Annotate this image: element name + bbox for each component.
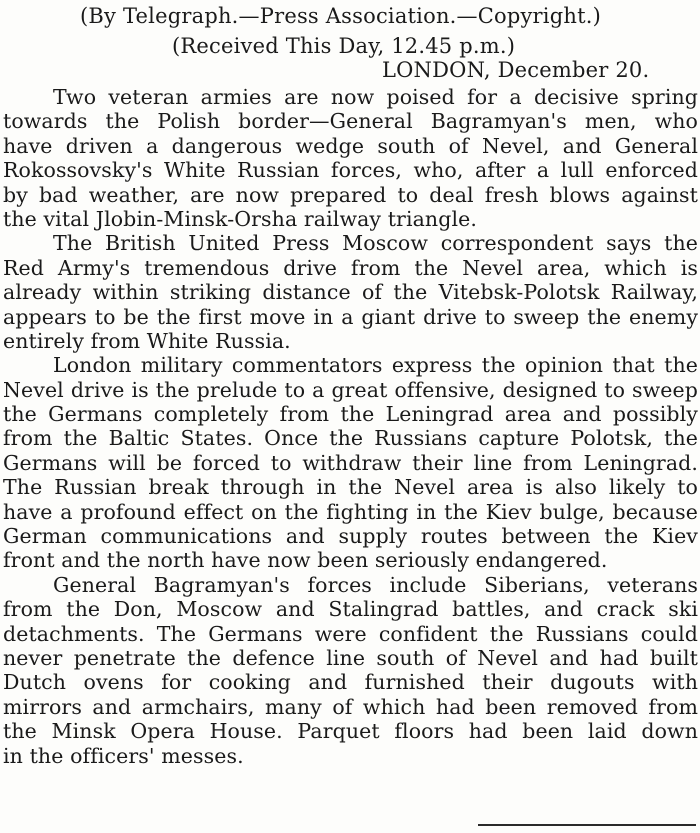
- dateline-location: LONDON, December 20.: [382, 58, 650, 82]
- text-line: front and the north have now been seriously endangered.: [3, 548, 608, 573]
- text-line: London military commentators express the opinion that the: [53, 353, 698, 378]
- text-line: The British United Press Moscow correspondent says the: [53, 231, 698, 256]
- text-line: never penetrate the defence line south of Nevel and had built: [3, 645, 698, 670]
- text-line: already within striking distance of the Vitebsk-Polotsk Railway,: [3, 280, 698, 305]
- text-line: from the Don, Moscow and Stalingrad battles, and crack ski: [3, 597, 698, 622]
- text-line: Nevel drive is the prelude to a great offensive, designed to sweep: [3, 377, 698, 402]
- paragraph-3: [3, 353, 698, 573]
- text-line: by bad weather, are now prepared to deal fresh blows against: [3, 182, 698, 207]
- paragraph-4: [3, 573, 698, 768]
- text-line: appears to be the first move in a giant drive to sweep the enemy: [3, 304, 698, 329]
- article-body: [3, 85, 698, 768]
- text-line: the Germans completely from the Leningrad area and possibly: [3, 402, 698, 427]
- paragraph-2: [3, 231, 698, 353]
- text-line: German communications and supply routes between the Kiev: [3, 524, 698, 549]
- column-end-rule: [478, 824, 696, 826]
- text-line: entirely from White Russia.: [3, 328, 291, 353]
- text-line: Rokossovsky's White Russian forces, who, after a lull enforced: [3, 158, 698, 183]
- text-line: Red Army's tremendous drive from the Nevel area, which is: [3, 255, 698, 280]
- paragraph-1: [3, 85, 698, 231]
- text-line: in the officers' messes.: [3, 743, 244, 768]
- text-line: have driven a dangerous wedge south of Nevel, and General: [3, 133, 698, 158]
- text-line: Two veteran armies are now poised for a decisive spring: [53, 85, 698, 109]
- dateline-received: (Received This Day, 12.45 p.m.): [172, 34, 516, 58]
- text-line: General Bagramyan's forces include Siberians, veterans: [53, 572, 698, 597]
- text-line: the vital Jlobin-Minsk-Orsha railway triangle.: [3, 206, 477, 231]
- text-line: have a profound effect on the fighting in the Kiev bulge, because: [3, 499, 698, 524]
- text-line: towards the Polish border—General Bagramyan's men, who: [3, 109, 698, 134]
- text-line: Dutch ovens for cooking and furnished their dugouts with: [3, 670, 698, 695]
- text-line: Germans will be forced to withdraw their line from Leningrad.: [3, 450, 698, 475]
- dateline-source: (By Telegraph.—Press Association.—Copyright.): [80, 4, 601, 28]
- text-line: mirrors and armchairs, many of which had been removed from: [3, 694, 698, 719]
- text-line: from the Baltic States. Once the Russians capture Polotsk, the: [3, 426, 698, 451]
- text-line: detachments. The Germans were confident the Russians could: [3, 621, 698, 646]
- text-line: The Russian break through in the Nevel area is also likely to: [3, 475, 698, 500]
- text-line: the Minsk Opera House. Parquet floors had been laid down: [3, 719, 698, 744]
